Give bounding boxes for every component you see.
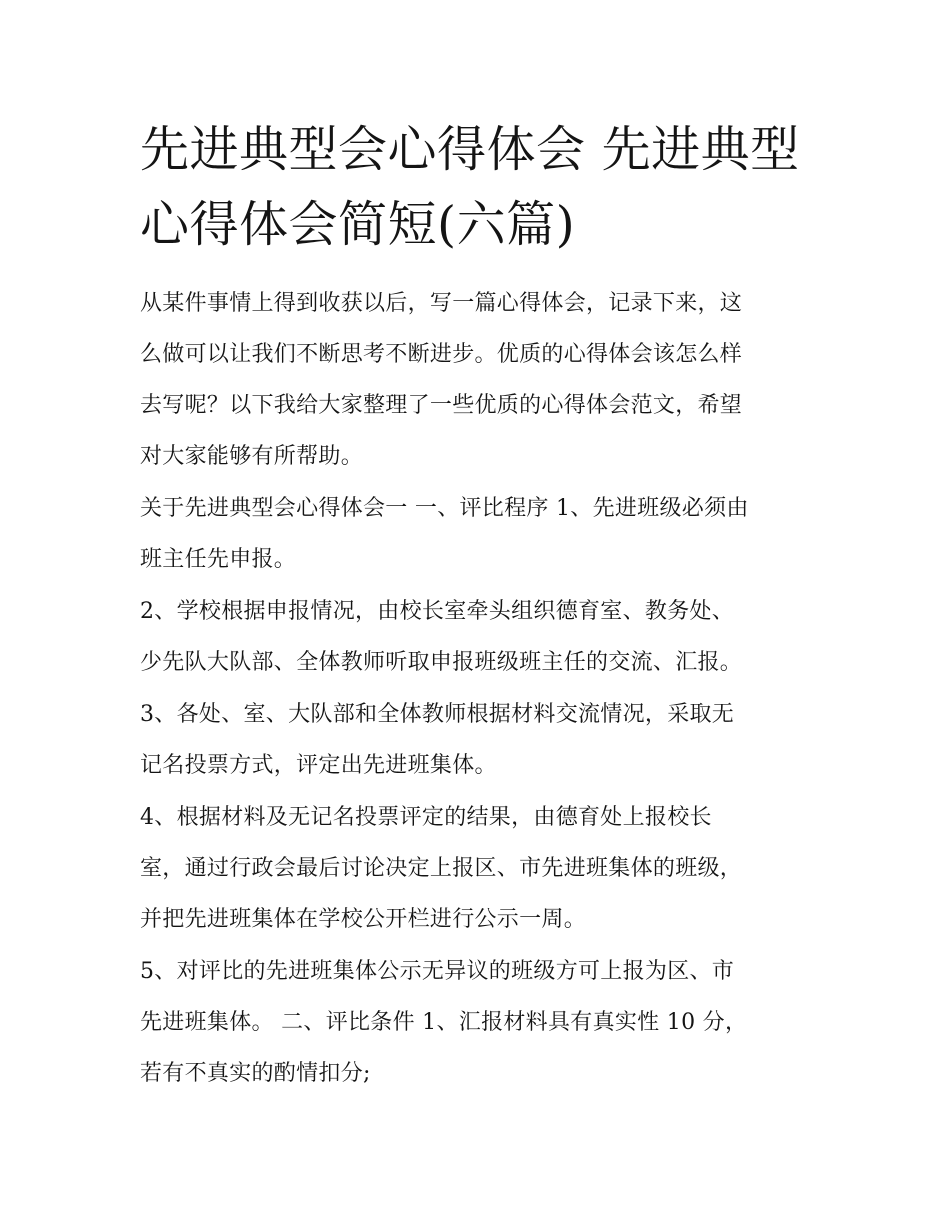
text-line: 先进班集体。 二、评比条件 1、汇报材料具有真实性 10 分， <box>140 1010 748 1035</box>
document-page <box>140 112 820 1100</box>
list-item-paragraph <box>140 792 820 945</box>
document-body <box>140 278 820 1099</box>
text-line: 关于先进典型会心得体会一 一、评比程序 1、先进班级必须由 <box>140 496 749 521</box>
text-line: 班主任先申报。 <box>140 547 297 572</box>
title-line: 心得体会简短(六篇) <box>140 196 576 253</box>
section-heading-paragraph <box>140 483 820 585</box>
text-line: 记名投票方式，评定出先进班集体。 <box>140 753 497 778</box>
text-line: 去写呢？以下我给大家整理了一些优质的心得体会范文，希望 <box>140 393 743 418</box>
text-line: 2、学校根据申报情况，由校长室牵头组织德育室、教务处、 <box>140 599 735 624</box>
text-line: 3、各处、室、大队部和全体教师根据材料交流情况，采取无 <box>140 702 735 727</box>
intro-paragraph <box>140 278 820 482</box>
list-item-paragraph <box>140 689 820 791</box>
text-line: 室，通过行政会最后讨论决定上报区、市先进班集体的班级， <box>140 856 743 881</box>
list-item-paragraph <box>140 586 820 688</box>
text-line: 5、对评比的先进班集体公示无异议的班级方可上报为区、市 <box>140 959 735 984</box>
text-line: 从某件事情上得到收获以后，写一篇心得体会，记录下来，这 <box>140 291 743 316</box>
document-title <box>140 112 820 262</box>
text-line: 么做可以让我们不断思考不断进步。优质的心得体会该怎么样 <box>140 342 743 367</box>
text-line: 4、根据材料及无记名投票评定的结果，由德育处上报校长 <box>140 805 712 830</box>
text-line: 并把先进班集体在学校公开栏进行公示一周。 <box>140 907 587 932</box>
text-line: 若有不真实的酌情扣分; <box>140 1061 371 1086</box>
title-line: 先进典型会心得体会 先进典型 <box>140 121 800 178</box>
list-item-paragraph <box>140 946 820 1099</box>
text-line: 对大家能够有所帮助。 <box>140 444 364 469</box>
text-line: 少先队大队部、全体教师听取申报班级班主任的交流、汇报。 <box>140 650 743 675</box>
